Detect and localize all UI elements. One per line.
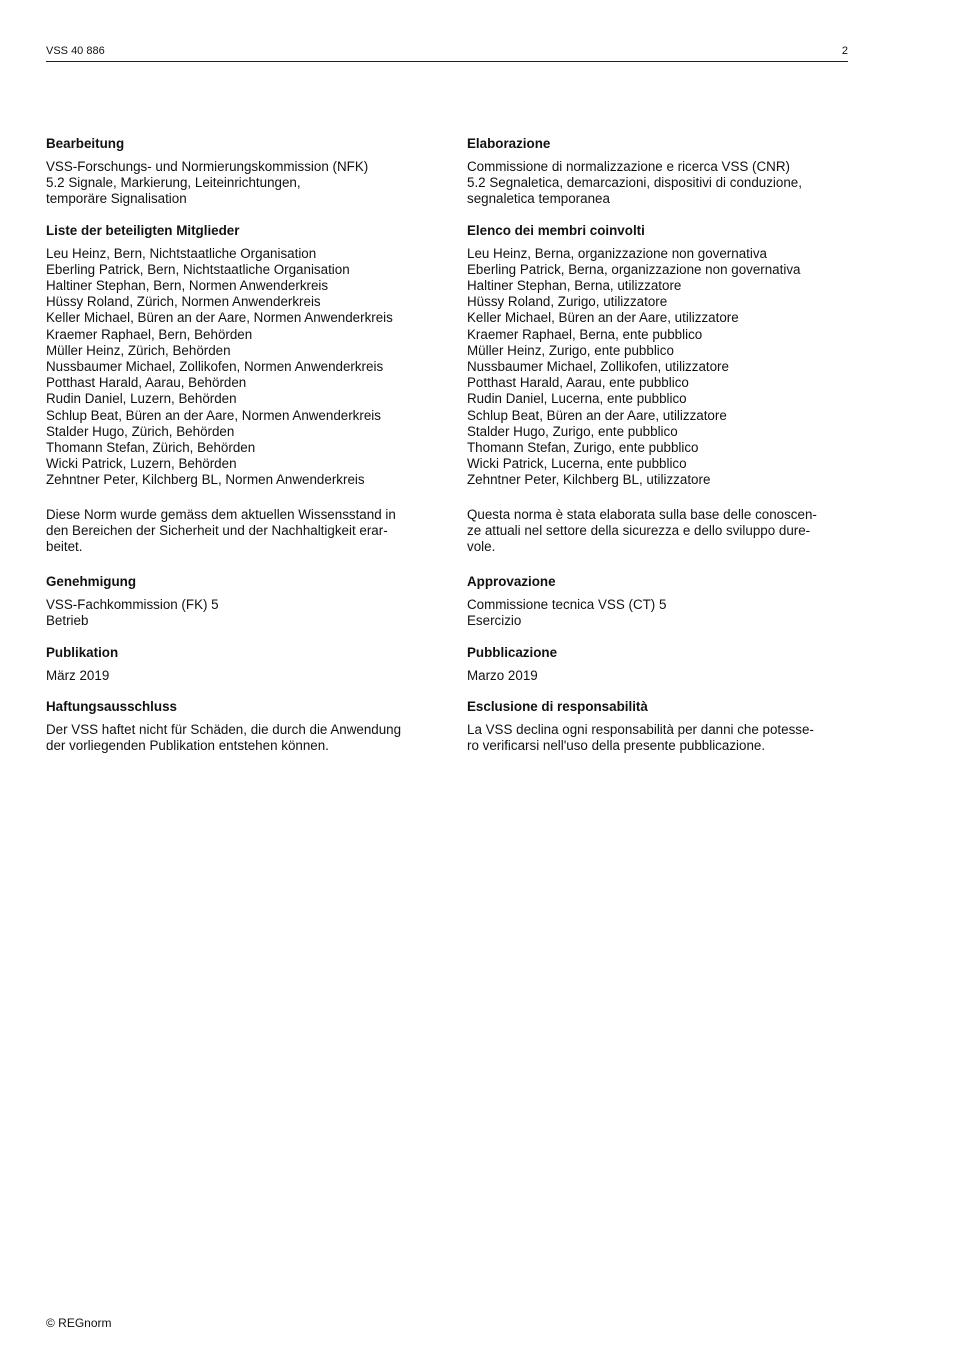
member-line: Eberling Patrick, Berna, organizzazione non governativa: [467, 261, 801, 277]
copyright-footer: © REGnorm: [46, 1316, 112, 1330]
section-elaborazione: [467, 136, 862, 208]
section-title: Publikation: [46, 644, 119, 660]
text-line: VSS-Forschungs- und Normierungskommission (NFK): [46, 159, 369, 174]
page-number: 2: [841, 45, 848, 57]
italian-column: [467, 136, 862, 769]
text-line: Marzo 2019: [467, 667, 538, 683]
section-title: Pubblicazione: [467, 644, 558, 660]
section-title: Liste der beteiligten Mitglieder: [46, 222, 240, 238]
member-line: Wicki Patrick, Luzern, Behörden: [46, 456, 237, 472]
section-note: [46, 507, 441, 556]
text-line: ze attuali nel settore della sicurezza e dello sviluppo dure-: [467, 522, 811, 538]
section-approval: [467, 574, 862, 629]
section-title: Bearbeitung: [46, 136, 125, 151]
section-members: [46, 223, 441, 489]
member-line: Thomann Stefan, Zürich, Behörden: [46, 440, 256, 456]
german-column: [46, 136, 441, 769]
section-title: Haftungsausschluss: [46, 698, 177, 714]
member-line: Hüssy Roland, Zürich, Normen Anwenderkreis: [46, 294, 321, 310]
text-line: Betrieb: [46, 613, 89, 629]
section-disclaimer: [46, 699, 441, 754]
member-line: Nussbaumer Michael, Zollikofen, utilizzatore: [467, 359, 729, 375]
section-approval: [46, 574, 441, 629]
member-line: Keller Michael, Büren an der Aare, utilizzatore: [467, 310, 739, 326]
member-line: Stalder Hugo, Zürich, Behörden: [46, 423, 235, 439]
section-title: Genehmigung: [46, 574, 137, 590]
member-line: Zehntner Peter, Kilchberg BL, utilizzatore: [467, 472, 711, 488]
text-line: der vorliegenden Publikation entstehen können.: [46, 738, 329, 754]
section-title: Approvazione: [467, 574, 556, 590]
section-publication: [46, 645, 441, 684]
text-line: VSS-Fachkommission (FK) 5: [46, 597, 219, 613]
member-line: Potthast Harald, Aarau, Behörden: [46, 375, 247, 391]
member-line: Schlup Beat, Büren an der Aare, utilizzatore: [467, 407, 727, 423]
section-note: [467, 507, 862, 556]
member-line: Leu Heinz, Berna, organizzazione non governativa: [467, 245, 767, 261]
text-line: segnaletica temporanea: [467, 191, 610, 207]
text-line: Esercizio: [467, 613, 522, 629]
text-line: Questa norma è stata elaborata sulla base delle conoscen-: [467, 506, 817, 522]
member-line: Haltiner Stephan, Bern, Normen Anwenderkreis: [46, 278, 329, 294]
member-line: Müller Heinz, Zürich, Behörden: [46, 342, 231, 358]
member-line: Thomann Stefan, Zurigo, ente pubblico: [467, 440, 699, 456]
member-line: Potthast Harald, Aarau, ente pubblico: [467, 375, 689, 391]
member-line: Schlup Beat, Büren an der Aare, Normen Anwenderkreis: [46, 407, 381, 423]
member-line: Rudin Daniel, Lucerna, ente pubblico: [467, 391, 687, 407]
section-disclaimer: [467, 699, 862, 754]
document-id: VSS 40 886: [46, 45, 105, 57]
member-line: Müller Heinz, Zurigo, ente pubblico: [467, 342, 674, 358]
section-bearbeitung: [46, 136, 441, 208]
text-line: La VSS declina ogni responsabilità per danni che potesse-: [467, 721, 814, 737]
text-line: Der VSS haftet nicht für Schäden, die durch die Anwendung: [46, 721, 402, 737]
section-publication: [467, 645, 862, 684]
text-line: Diese Norm wurde gemäss dem aktuellen Wissensstand in: [46, 506, 396, 522]
member-line: Rudin Daniel, Luzern, Behörden: [46, 391, 237, 407]
member-line: Nussbaumer Michael, Zollikofen, Normen Anwenderkreis: [46, 359, 384, 375]
member-line: Eberling Patrick, Bern, Nichtstaatliche Organisation: [46, 261, 350, 277]
text-line: temporäre Signalisation: [46, 191, 187, 207]
section-title: Elenco dei membri coinvolti: [467, 222, 645, 238]
text-line: den Bereichen der Sicherheit und der Nachhaltigkeit erar-: [46, 522, 388, 538]
section-members: [467, 223, 862, 489]
text-line: März 2019: [46, 667, 110, 683]
text-line: ro verificarsi nell'uso della presente pubblicazione.: [467, 738, 766, 754]
member-line: Haltiner Stephan, Berna, utilizzatore: [467, 278, 682, 294]
member-line: Zehntner Peter, Kilchberg BL, Normen Anwenderkreis: [46, 472, 365, 488]
text-line: Commissione tecnica VSS (CT) 5: [467, 597, 667, 613]
text-line: 5.2 Signale, Markierung, Leiteinrichtungen,: [46, 175, 301, 191]
member-line: Hüssy Roland, Zurigo, utilizzatore: [467, 294, 668, 310]
member-line: Wicki Patrick, Lucerna, ente pubblico: [467, 456, 687, 472]
page-header: [46, 44, 848, 62]
section-title: Esclusione di responsabilità: [467, 698, 648, 714]
member-line: Leu Heinz, Bern, Nichtstaatliche Organisation: [46, 245, 317, 261]
text-line: beitet.: [46, 539, 83, 555]
member-line: Stalder Hugo, Zurigo, ente pubblico: [467, 423, 678, 439]
section-title: Elaborazione: [467, 136, 551, 151]
member-line: Kraemer Raphael, Berna, ente pubblico: [467, 326, 703, 342]
text-line: Commissione di normalizzazione e ricerca VSS (CNR): [467, 159, 790, 174]
text-line: vole.: [467, 539, 496, 555]
member-line: Keller Michael, Büren an der Aare, Normen Anwenderkreis: [46, 310, 393, 326]
text-line: 5.2 Segnaletica, demarcazioni, dispositivi di conduzione,: [467, 175, 802, 191]
member-line: Kraemer Raphael, Bern, Behörden: [46, 326, 253, 342]
